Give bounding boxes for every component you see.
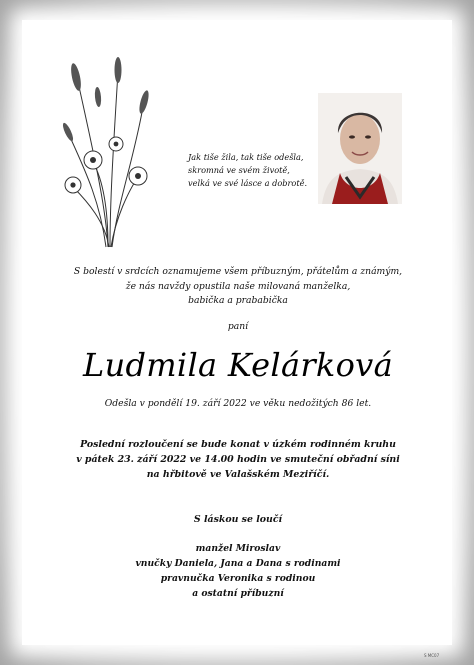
death-notice: Odešla v pondělí 19. září 2022 ve věku nedožitých 86 let. bbox=[104, 398, 372, 409]
flower-bouquet-illustration bbox=[58, 52, 158, 252]
template-code: S MC07 bbox=[424, 653, 440, 658]
announcement-text: S bolestí v srdcích oznamujeme všem příbuzným, přátelům a známým, že nás navždy opustila naše milovaná manželka, babička a prababička bbox=[73, 266, 403, 306]
deceased-name: Ludmila Kelárková bbox=[83, 346, 393, 384]
portrait-photo bbox=[318, 93, 402, 204]
farewell-line: S láskou se loučí bbox=[193, 514, 283, 525]
poem: Jak tiše žila, tak tiše odešla, skromná ve svém životě, velká ve své lásce a dobrotě. bbox=[188, 152, 308, 188]
salutation: paní bbox=[227, 321, 249, 332]
funeral-info: Poslední rozloučení se bude konat v úzkém rodinném kruhu v pátek 23. září 2022 ve 14.00 hodin ve smuteční obřadní síni na hřbitově ve Valašském Meziříčí. bbox=[76, 439, 400, 480]
mourners-list: manžel Miroslav vnučky Daniela, Jana a Dana s rodinami pravnučka Veronika s rodinou a ostatní příbuzní bbox=[135, 543, 341, 599]
